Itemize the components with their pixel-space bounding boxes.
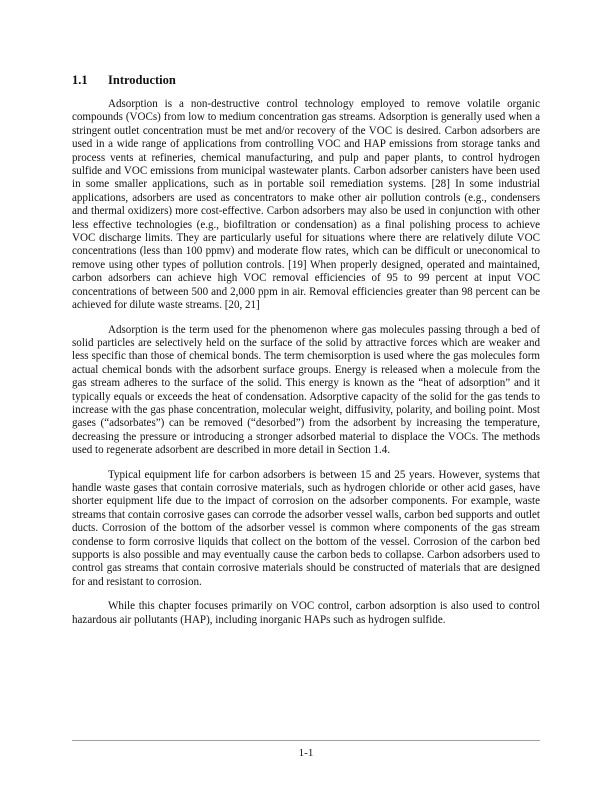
- paragraph-equipment-life: Typical equipment life for carbon adsorbers is between 15 and 25 years. However, systems that handle waste gases that contain corrosive materials, such as hydrogen chloride or other acid gases, have shorter equipment life due to the impact of corrosion on the adsorber components. For example, waste streams that contain corrosive gases can corrode the adsorber vessel walls, carbon bed supports and outlet ducts. Corrosion of the bottom of the adsorber vessel is common where components of the gas stream condense to form corrosive liquids that collect on the bottom of the vessel. Corrosion of the carbon bed supports is also possible and may eventually cause the carbon beds to collapse. Carbon adsorbers used to control gas streams that contain corrosive materials should be constructed of materials that are designed for and resistant to corrosion.: [72, 468, 540, 588]
- footer-divider: [72, 740, 540, 741]
- paragraph-adsorption-definition: Adsorption is the term used for the phenomenon where gas molecules passing through a bed of solid particles are selectively held on the surface of the solid by attractive forces which are weaker and less specific than those of chemical bonds. The term chemisorption is used where the gas molecules form actual chemical bonds with the adsorbent surface groups. Energy is released when a molecule from the gas stream adheres to the surface of the solid. This energy is known as the “heat of adsorption” and it typically equals or exceeds the heat of condensation. Adsorptive capacity of the solid for the gas tends to increase with the gas phase concentration, molecular weight, diffusivity, polarity, and boiling point. Most gases (“adsorbates”) can be removed (“desorbed”) from the adsorbent by increasing the temperature, decreasing the pressure or introducing a stronger adsorbed material to displace the VOCs. The methods used to regenerate adsorbent are described in more detail in Section 1.4.: [72, 323, 540, 457]
- paragraph-adsorption-overview: Adsorption is a non-destructive control technology employed to remove volatile organic compounds (VOCs) from low to medium concentration gas streams. Adsorption is generally used when a stringent outlet concentration must be met and/or recovery of the VOC is desired. Carbon adsorbers are used in a wide range of applications from controlling VOC and HAP emissions from storage tanks and process vents at refineries, chemical manufacturing, and pulp and paper plants, to control hydrogen sulfide and VOC emissions from municipal wastewater plants. Carbon adsorber canisters have been used in some smaller applications, such as in portable soil remediation systems. [28] In some industrial applications, adsorbers are used as concentrators to make other air pollution controls (e.g., condensers and thermal oxidizers) more cost-effective. Carbon adsorbers may also be used in conjunction with other less effective technologies (e.g., biofiltration or condensation) as a final polishing process to achieve VOC discharge limits. They are particularly useful for situations where there are relatively dilute VOC concentrations (less than 100 ppmv) and moderate flow rates, which can be difficult or uneconomical to remove using other types of pollution controls. [19] When properly designed, operated and maintained, carbon adsorbers can achieve high VOC removal efficiencies of 95 to 99 percent at input VOC concentrations of between 500 and 2,000 ppm in air. Removal efficiencies greater than 98 percent can be achieved for dilute waste streams. [20, 21]: [72, 98, 540, 312]
- section-number: 1.1: [72, 73, 88, 87]
- page-number: 1-1: [298, 747, 314, 759]
- section-title: Introduction: [108, 73, 176, 87]
- page-content: [72, 72, 540, 638]
- section-heading: [72, 72, 540, 88]
- paragraph-hap-control: While this chapter focuses primarily on VOC control, carbon adsorption is also used to control hazardous air pollutants (HAP), including inorganic HAPs such as hydrogen sulfide.: [72, 600, 540, 626]
